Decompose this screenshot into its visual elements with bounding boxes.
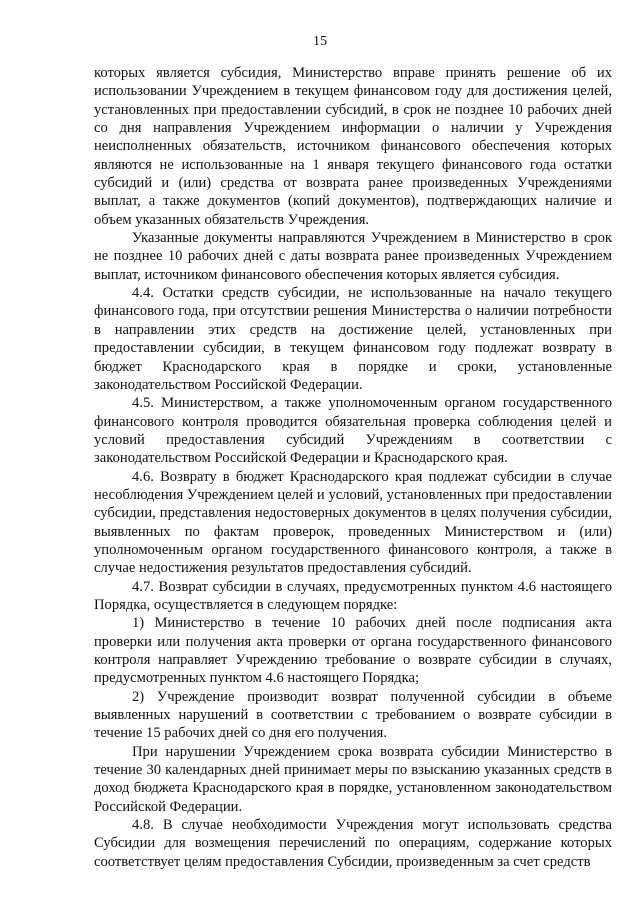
- paragraph: При нарушении Учреждением срока возврата субсидии Министерство в течение 30 календарных дней принимает меры по взысканию указанных средств в доход бюджета Краснодарского края в порядке, установленном законодательством Российской Федерации.: [94, 743, 612, 815]
- paragraph-4-5: 4.5. Министерством, а также уполномоченным органом государственного финансового контроля проводится обязательная проверка соблюдения целей и условий предоставления субсидий Учреждениям в соответствии с законодательством Российской Федерации и Краснодарского края.: [94, 395, 612, 467]
- document-body: [94, 64, 612, 871]
- paragraph-4-4: 4.4. Остатки средств субсидии, не использованные на начало текущего финансового года, при отсутствии решения Министерства о наличии потребности в направлении этих средств на достижение целей, установленных при предоставлении субсидии, в текущем финансовом году подлежат возврату в бюджет Краснодарского края в порядке и сроки, установленные законодательством Российской Федерации.: [94, 285, 612, 393]
- paragraph-4-7: 4.7. Возврат субсидии в случаях, предусмотренных пунктом 4.6 настоящего Порядка, осуществляется в следующем порядке:: [94, 578, 612, 613]
- paragraph-4-6: 4.6. Возврату в бюджет Краснодарского края подлежат субсидии в случае несоблюдения Учреждением целей и условий, установленных при предоставлении субсидии, представления недостоверных документов в целях получения субсидии, выявленных по фактам проверок, проведенных Министерством и (или) уполномоченным органом государственного финансового контроля, а также в случае недостижения результатов предоставления субсидий.: [94, 468, 612, 577]
- list-item-1: 1) Министерство в течение 10 рабочих дней после подписания акта проверки или получения акта проверки от органа государственного финансового контроля направляет Учреждению требование о возврате субсидии в случаях, предусмотренных пунктом 4.6 настоящего Порядка;: [94, 615, 612, 687]
- paragraph-4-8: 4.8. В случае необходимости Учреждения могут использовать средства Субсидии для возмещения перечислений по операциям, содержание которых соответствует целям предоставления Субсидии, произведенным за счет средств: [94, 817, 612, 870]
- list-item-2: 2) Учреждение производит возврат полученной субсидии в объеме выявленных нарушений в соответствии с требованием о возврате субсидии в течение 15 рабочих дней со дня его получения.: [94, 688, 612, 742]
- page-number: 15: [313, 34, 327, 49]
- paragraph: которых является субсидия, Министерство вправе принять решение об их использовании Учреждением в текущем финансовом году для достижения целей, установленных при предоставлении субсидий, в срок не позднее 10 рабочих дней со дня направления Учреждением информации о наличии у Учреждения неисполненных обязательств, источником финансового обеспечения которых являются не использованные на 1 января текущего финансового года остатки субсидий и (или) средства от возврата ранее произведенных Учреждениями выплат, а также документов (копий документов), подтверждающих наличие и объем указанных обязательств Учреждения.: [94, 65, 612, 228]
- paragraph: Указанные документы направляются Учреждением в Министерство в срок не позднее 10 рабочих дней с даты возврата ранее произведенных Учреждением выплат, источником финансового обеспечения которых является субсидия.: [94, 230, 612, 283]
